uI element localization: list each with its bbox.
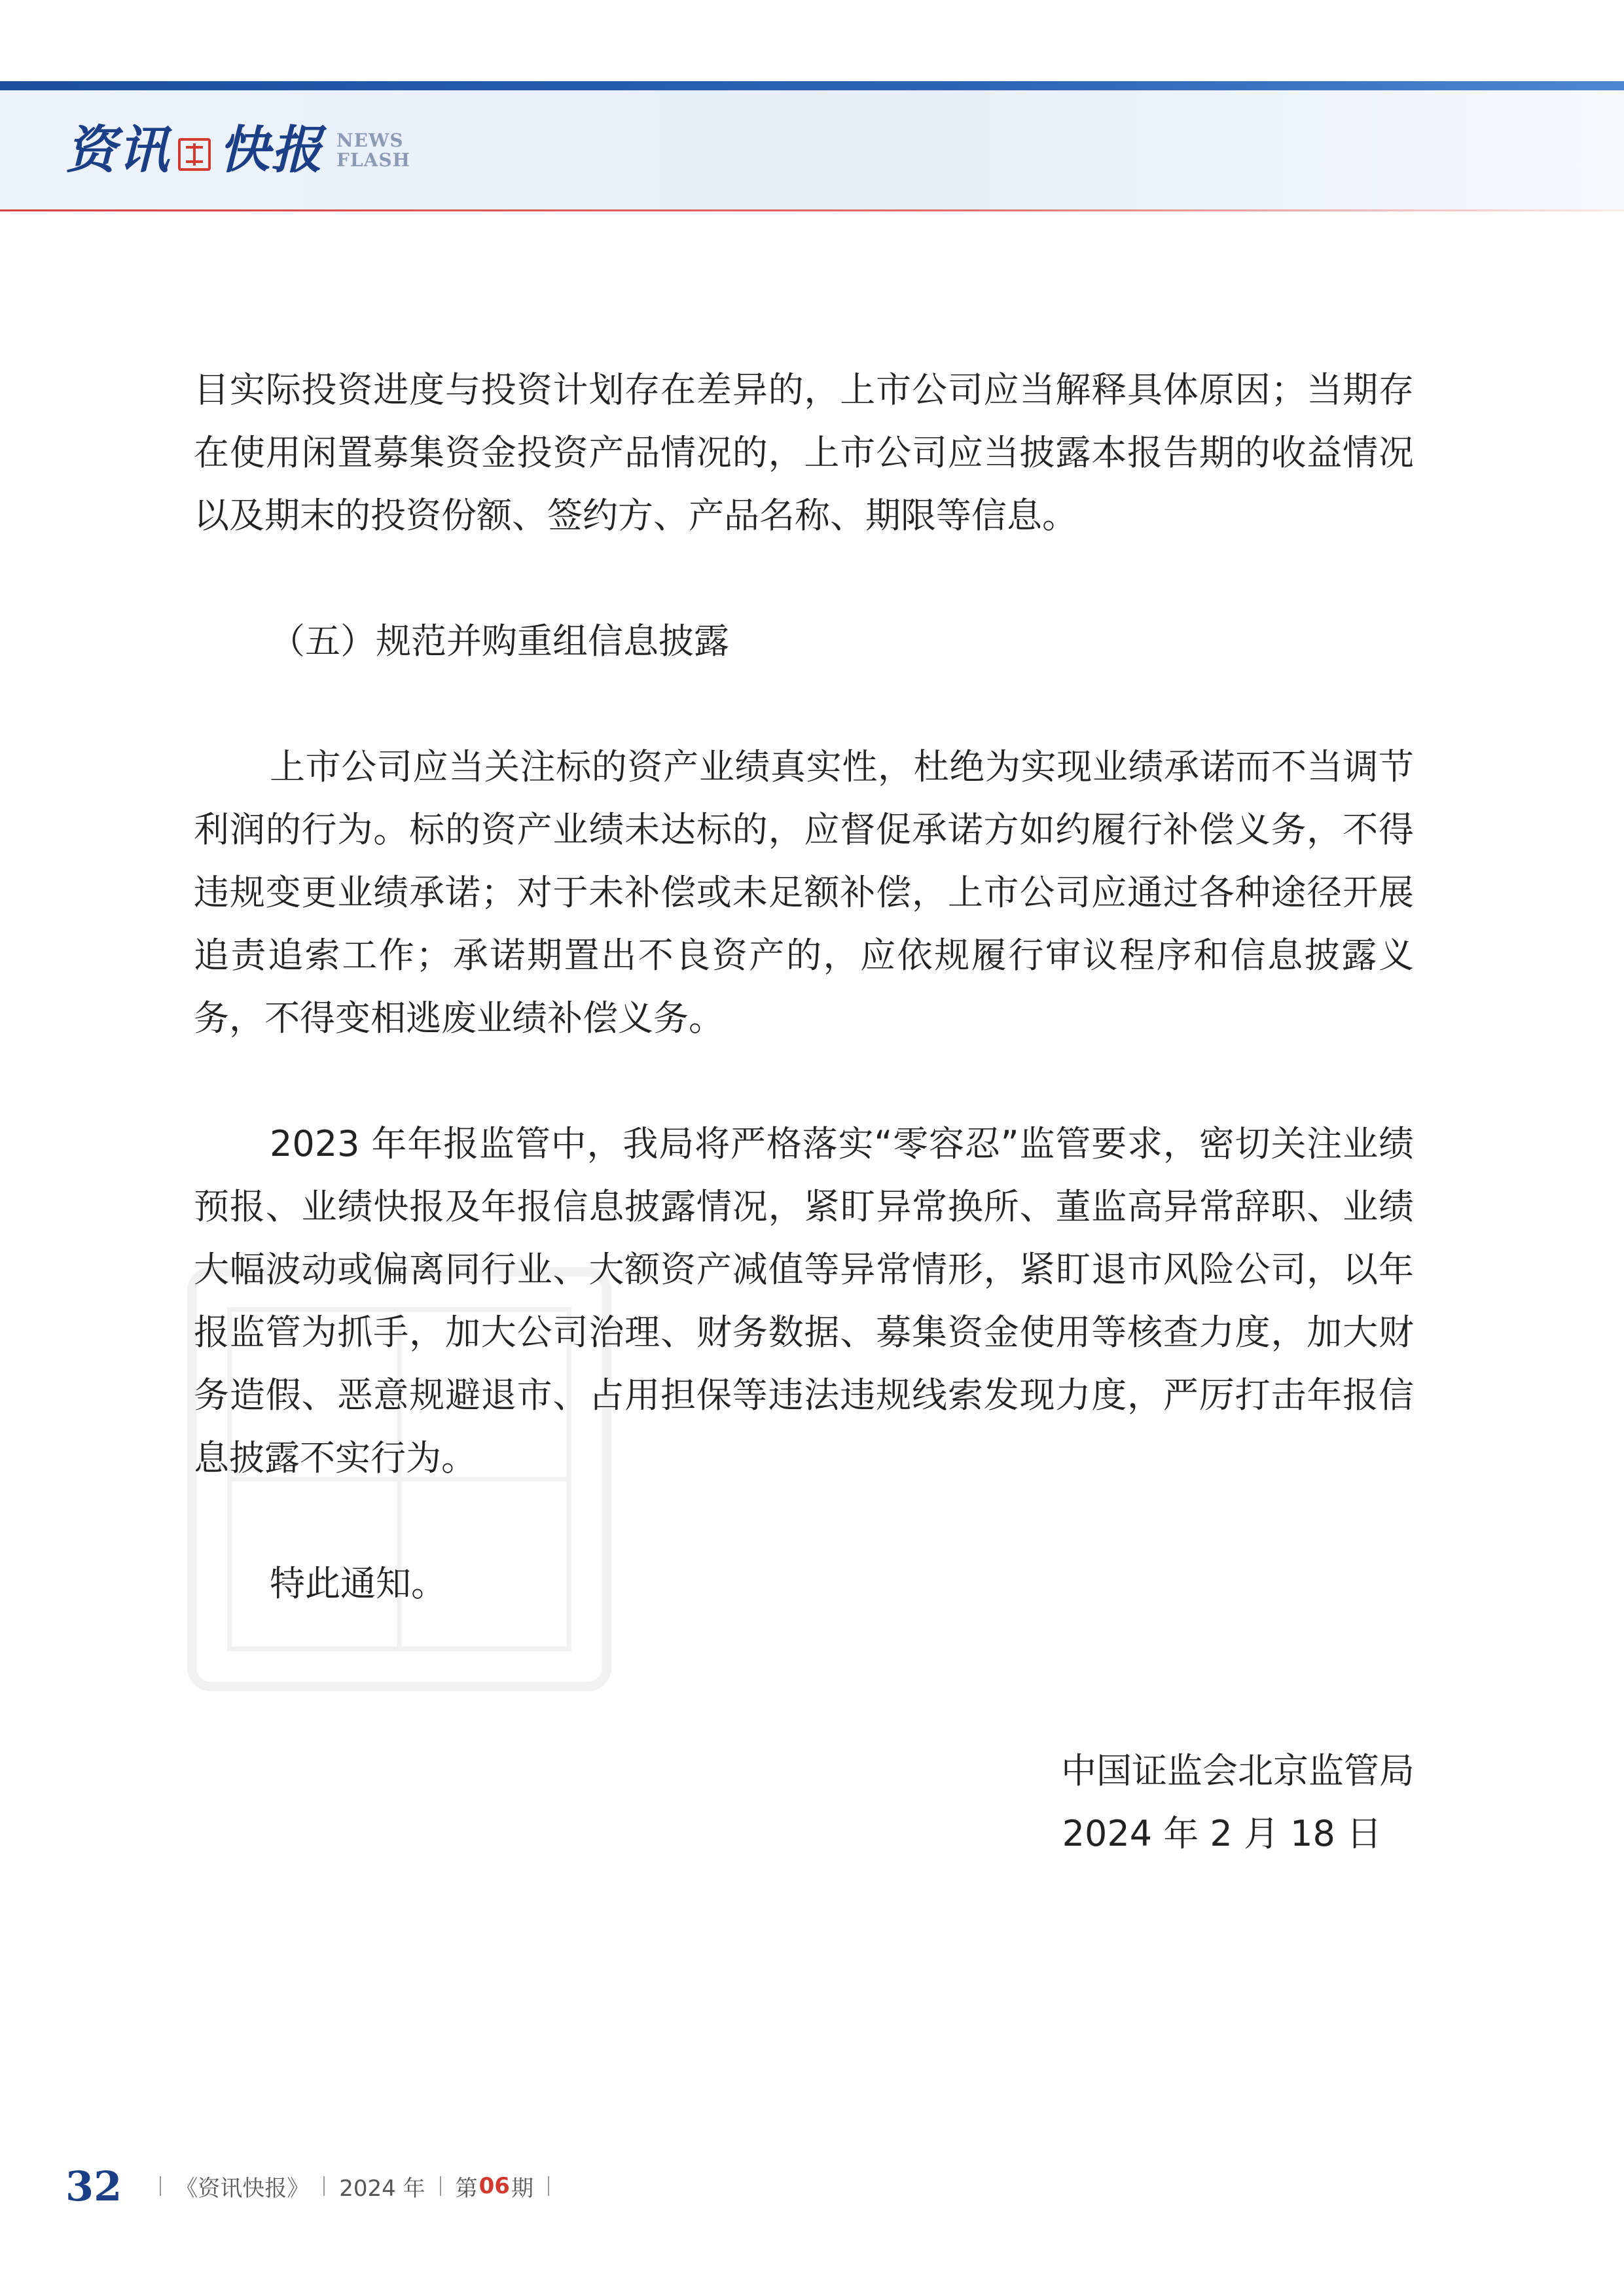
issue-date: 2024 年 2 月 18 日: [1062, 1813, 1382, 1854]
issue-suffix: 期: [511, 2175, 533, 2202]
section-heading: （五）规范并购重组信息披露: [270, 620, 729, 662]
document-body: [194, 359, 1414, 1678]
page-number: 32: [65, 2162, 122, 2210]
page-footer: [65, 2160, 564, 2212]
issue-number: 06: [478, 2173, 510, 2199]
brand-logo: [65, 118, 410, 183]
brand-english-line1: NEWS: [336, 130, 404, 151]
header-top-bar: [0, 81, 1624, 90]
paragraph-annual-report-supervision: 2023 年年报监管中，我局将严格落实“零容忍”监管要求，密切关注业绩预报、业绩快报及年报信息披露情况，紧盯异常换所、董监高异常辞职、业绩大幅波动或偏离同行业、大额资产减值等异常情形，紧盯退市风险公司，以年报监管为抓手，加大公司治理、财务数据、募集资金使用等核查力度，加大财务造假、恶意规避退市、占用担保等违法违规线索发现力度，严厉打击年报信息披露不实行为。: [194, 1123, 1414, 1479]
seal-icon: [178, 138, 211, 171]
brand-english: [336, 131, 410, 170]
footer-separator: [323, 2176, 325, 2196]
signature-block: [1061, 1740, 1415, 1865]
footer-separator: [548, 2176, 549, 2196]
publication-year: 2024 年: [339, 2175, 425, 2202]
brand-title-right: 快报: [219, 120, 324, 180]
paragraph-merger-disclosure: 上市公司应当关注标的资产业绩真实性，杜绝为实现业绩承诺而不当调节利润的行为。标的资产业绩未达标的，应督促承诺方如约履行补偿义务，不得违规变更业绩承诺；对于未补偿或未足额补偿，上市公司应通过各种途径开展追责追索工作；承诺期置出不良资产的，应依规履行审议程序和信息披露义务，不得变相逃废业绩补偿义务。: [194, 746, 1414, 1039]
publication-name: 《资讯快报》: [175, 2175, 310, 2202]
footer-separator: [440, 2176, 441, 2196]
footer-separator: [160, 2176, 161, 2196]
brand-title-left: 资讯: [65, 120, 171, 180]
header-divider: [0, 209, 1624, 211]
issue-prefix: 第: [455, 2175, 478, 2202]
paragraph-continuation: 目实际投资进度与投资计划存在差异的，上市公司应当解释具体原因；当期存在使用闲置募集资金投资产品情况的，上市公司应当披露本报告期的收益情况以及期末的投资份额、签约方、产品名称、期限等信息。: [194, 369, 1414, 536]
issuing-organization: 中国证监会北京监管局: [1061, 1750, 1415, 1791]
brand-english-line2: FLASH: [336, 149, 410, 171]
paragraph-closing: 特此通知。: [270, 1563, 446, 1604]
